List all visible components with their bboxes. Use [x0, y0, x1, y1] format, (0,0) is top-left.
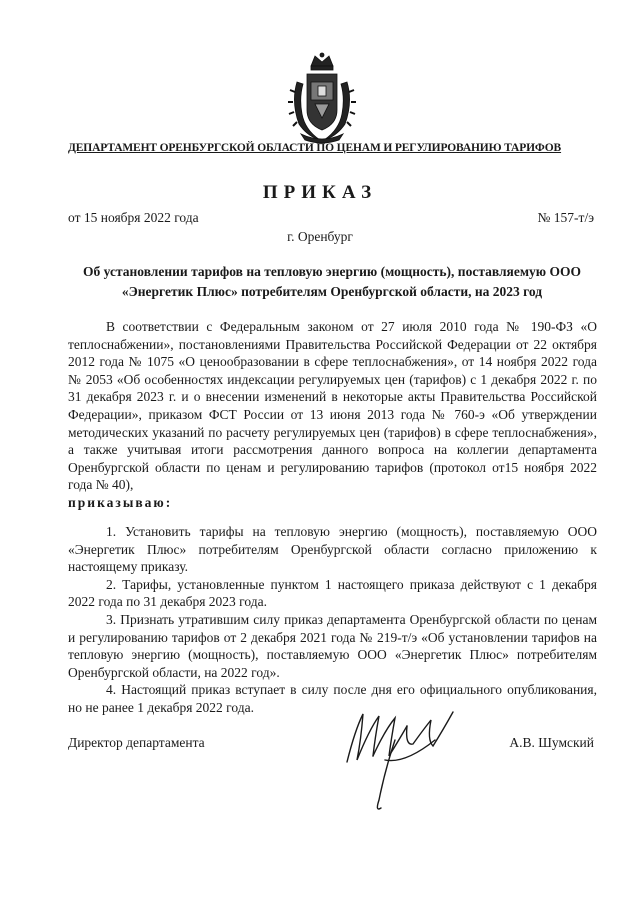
coat-of-arms-icon: [287, 52, 357, 144]
preamble-block: [68, 318, 597, 512]
order-item: 2. Тарифы, установленные пунктом 1 настоящего приказа действуют с 1 декабря 2022 года по 31 декабря 2023 года.: [68, 576, 597, 610]
signer-name: А.В. Шумский: [509, 735, 594, 750]
order-number: № 157-т/э: [537, 210, 594, 225]
order-date: от 15 ноября 2022 года: [68, 210, 199, 225]
document-title: ПРИКАЗ: [262, 182, 378, 203]
order-item: 1. Установить тарифы на тепловую энергию (мощность), поставляемую ООО «Энергетик Плюс» потребителям Оренбургской области согласно приложению к настоящему приказу.: [68, 524, 597, 575]
preamble: В соответствии с Федеральным законом от 27 июля 2010 года № 190-ФЗ «О теплоснабжении», постановлениями Правительства Российской Федерации от 22 октября 2012 года № 1075 «О ценообразовании в сфере теплоснабжения», от 14 ноября 2022 года № 2053 «Об особенностях индексации регулируемых цен (тарифов) с 1 декабря 2022 г. по 31 декабря 2023 г. и о внесении изменений в некоторые акты Правительства Российской Федерации», приказом ФСТ России от 13 июня 2013 года № 760-э «Об утверждении методических указаний по расчету регулируемых цен (тарифов) в сфере теплоснабжения», а также учитывая итоги рассмотрения данного вопроса на коллегии департамента Оренбургской области по ценам и регулированию тарифов (протокол от15 ноября 2022 года № 40),: [68, 319, 597, 493]
order-item: 3. Признать утратившим силу приказ департамента Оренбургской области по ценам и регулированию тарифов от 2 декабря 2021 года № 219-т/э «Об установлении тарифов на тепловую энергию (мощность), поставляемую ООО «Энергетик Плюс» потребителям Оренбургской области, на 2022 год».: [68, 611, 597, 680]
city: г. Оренбург: [287, 229, 353, 244]
preamble-text: [68, 318, 597, 512]
signature-icon: [335, 700, 465, 815]
order-item: 4. Настоящий приказ вступает в силу после дня его официального опубликования, но не ранее 1 декабря 2022 года.: [68, 682, 597, 715]
order-word: приказываю:: [68, 494, 173, 510]
department-name: ДЕПАРТАМЕНТ ОРЕНБУРГСКОЙ ОБЛАСТИ ПО ЦЕНАМ И РЕГУЛИРОВАНИЮ ТАРИФОВ: [68, 142, 562, 154]
signer-position: Директор департамента: [68, 735, 205, 750]
order-subject: Об установлении тарифов на тепловую энергию (мощность), поставляемую ООО «Энергетик Плюс» потребителям Оренбургской области, на 2023 год: [83, 264, 581, 299]
order-items: [68, 523, 597, 717]
